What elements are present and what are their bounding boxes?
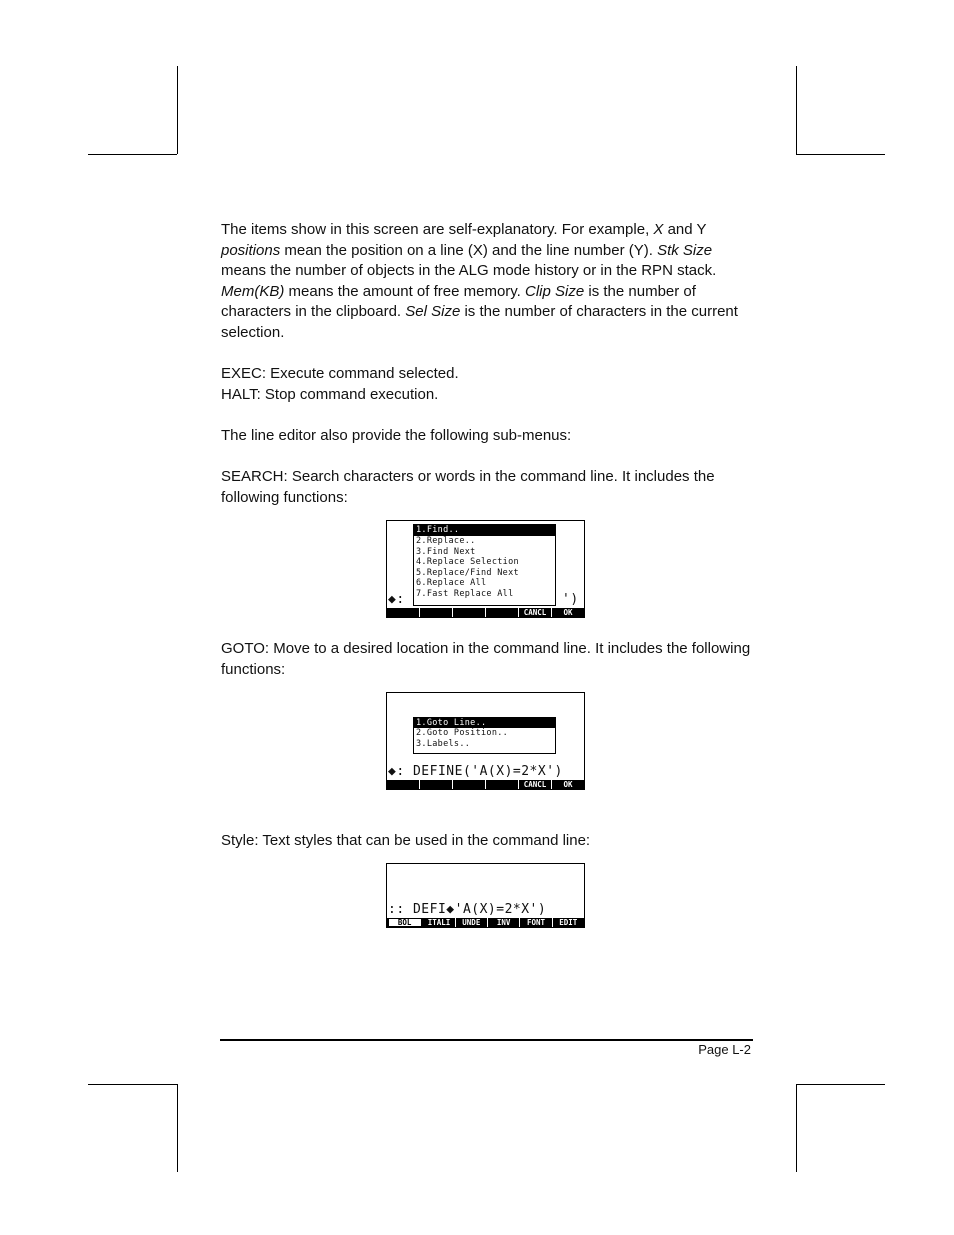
softkey[interactable]: [486, 608, 519, 617]
intro-text: mean the position on a line (X) and the line number (Y).: [280, 241, 658, 259]
page-number: Page L-2: [698, 1042, 751, 1057]
softkey[interactable]: CANCL: [519, 608, 552, 617]
menu-item[interactable]: 4.Replace Selection: [416, 557, 519, 568]
menu-item[interactable]: 2.Goto Position..: [416, 728, 509, 739]
softkey[interactable]: EDIT: [559, 918, 578, 928]
search-menu: [413, 524, 556, 606]
search-softkeys: [387, 608, 584, 617]
crop-mark: [177, 1084, 178, 1172]
goto-paragraph: GOTO: Move to a desired location in the command line. It includes the following functions:: [221, 640, 751, 678]
softkey[interactable]: [453, 608, 486, 617]
menu-item[interactable]: 2.Replace..: [416, 535, 476, 546]
intro-text: means the amount of free memory.: [284, 282, 526, 300]
softkey[interactable]: [387, 608, 420, 617]
crop-mark: [796, 1084, 885, 1085]
search-screen: [386, 520, 585, 618]
softkey[interactable]: INV: [488, 918, 520, 927]
crop-mark: [88, 1084, 177, 1085]
search-prompt-right: '): [562, 592, 579, 608]
crop-mark: [796, 66, 797, 154]
style-paragraph: Style: Text styles that can be used in the command line:: [221, 831, 591, 849]
menu-item[interactable]: 3.Find Next: [416, 546, 476, 557]
menu-item[interactable]: 3.Labels..: [416, 738, 471, 749]
menu-item[interactable]: 7.Fast Replace All: [416, 588, 514, 599]
halt-line: HALT: Stop command execution.: [221, 385, 439, 403]
menu-item[interactable]: 1.Goto Line..: [414, 718, 555, 729]
intro-paragraph: [221, 220, 761, 344]
softkey[interactable]: [420, 608, 453, 617]
intro-text: means the number of objects in the ALG mode history or in the RPN stack.: [221, 262, 717, 280]
italic-term: X: [653, 221, 664, 238]
menu-item[interactable]: 6.Replace All: [416, 578, 487, 589]
style-prompt: :: DEFI◆'A(X)=2*X'): [388, 902, 547, 918]
goto-screen: [386, 692, 585, 790]
page-content: [221, 220, 761, 928]
intro-text: The items show in this screen are self-explanatory. For example,: [221, 221, 654, 238]
style-screen: [386, 863, 585, 928]
crop-mark: [796, 1084, 797, 1172]
menu-item[interactable]: 1.Find..: [414, 525, 555, 536]
crop-mark: [177, 66, 178, 154]
softkey[interactable]: BOL: [389, 919, 421, 926]
goto-menu: [413, 717, 556, 754]
menu-item[interactable]: 5.Replace/Find Next: [416, 567, 519, 578]
submenus-line: The line editor also provide the following sub-menus:: [221, 426, 572, 444]
italic-term: Stk Size: [657, 241, 713, 259]
softkey[interactable]: CANCL: [519, 780, 552, 789]
softkey[interactable]: FONT: [520, 918, 552, 927]
softkey[interactable]: OK: [563, 779, 573, 789]
softkey[interactable]: [387, 780, 420, 789]
italic-term: Sel Size: [405, 303, 461, 321]
softkey[interactable]: UNDE: [456, 918, 488, 927]
softkey[interactable]: ITALI: [423, 918, 455, 927]
intro-text: is the number of characters in the current selection.: [221, 303, 738, 341]
softkey[interactable]: [420, 780, 453, 789]
intro-text: and Y: [663, 221, 707, 238]
crop-mark: [88, 154, 177, 155]
softkey[interactable]: [486, 780, 519, 789]
italic-term: Mem(KB): [221, 282, 285, 300]
style-softkeys: [387, 918, 584, 927]
crop-mark: [796, 154, 885, 155]
softkey[interactable]: OK: [563, 608, 573, 618]
footer-rule: [220, 1039, 753, 1041]
italic-term: positions: [221, 241, 281, 259]
italic-term: Clip Size: [525, 282, 585, 300]
softkey[interactable]: [453, 780, 486, 789]
goto-softkeys: [387, 780, 584, 789]
goto-prompt: ◆: DEFINE('A(X)=2*X'): [388, 763, 563, 779]
intro-text: is the number of characters in the clipboard.: [221, 282, 696, 321]
search-prompt-left: ◆:: [388, 592, 405, 608]
search-paragraph: SEARCH: Search characters or words in the command line. It includes the following functions:: [221, 468, 715, 506]
exec-line: EXEC: Execute command selected.: [221, 365, 459, 383]
